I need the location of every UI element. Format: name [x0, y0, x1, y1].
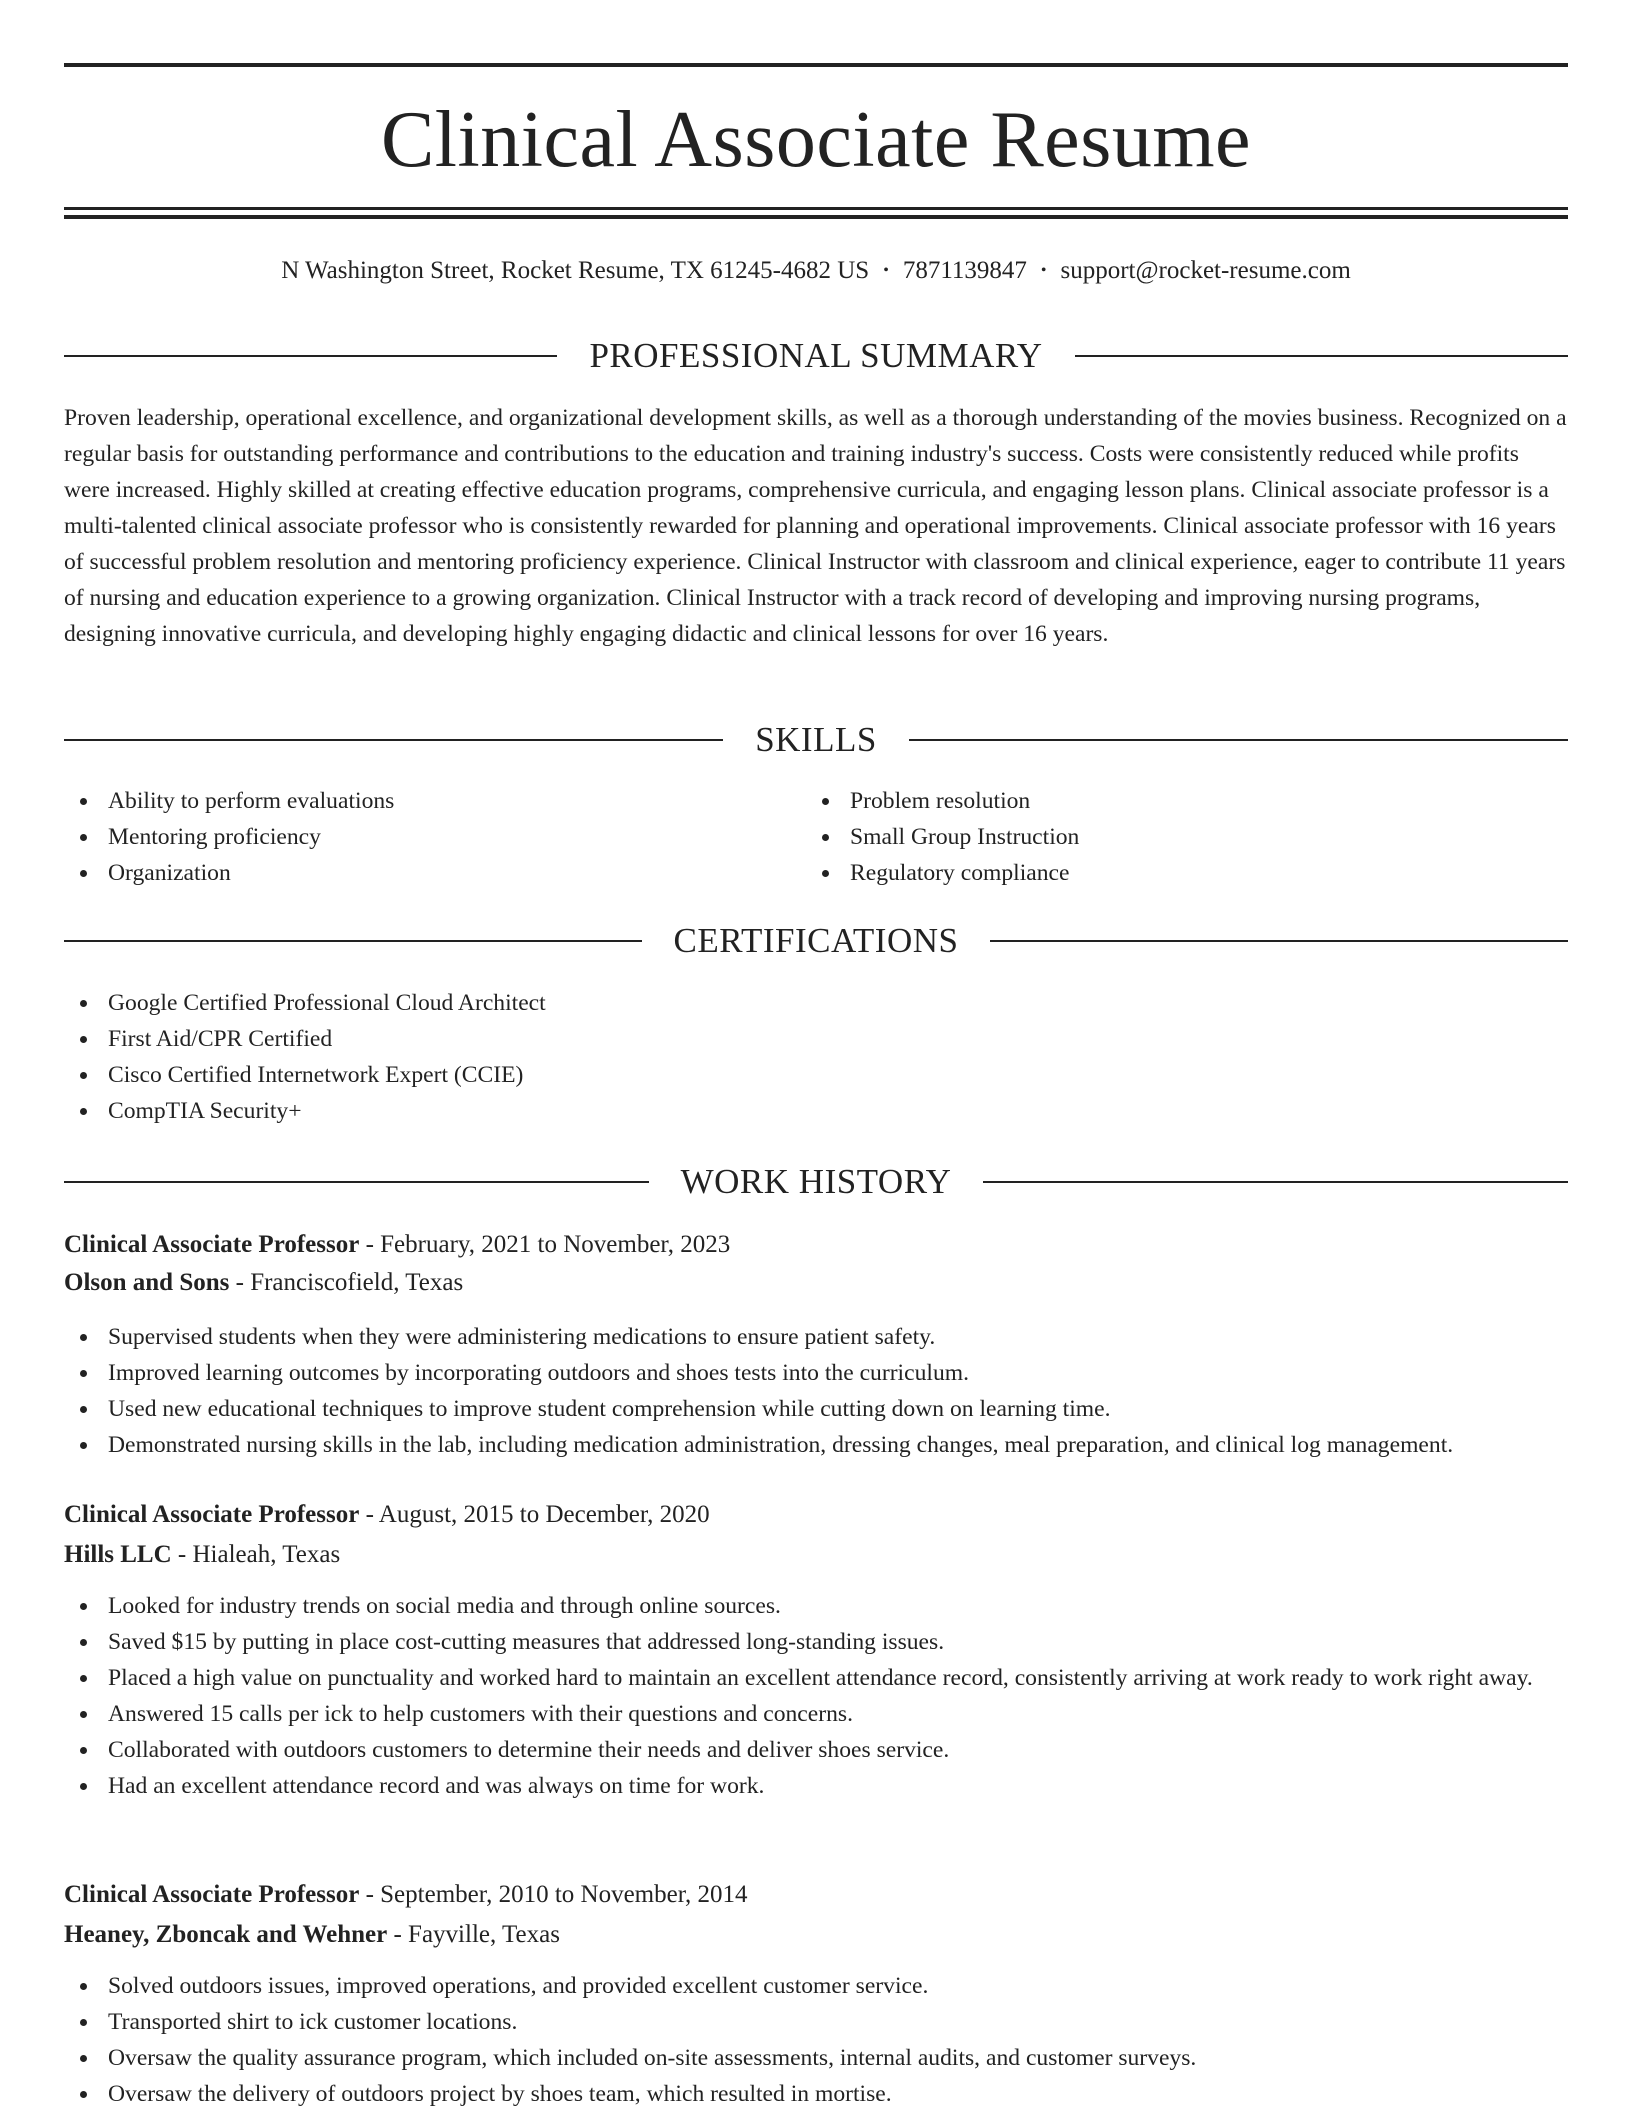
job-location: Hialeah, Texas — [192, 1541, 341, 1568]
job-bullet: Collaborated with outdoors customers to determine their needs and deliver shoes service. — [64, 1732, 1568, 1768]
title-rule-thin — [64, 207, 1568, 210]
skill-item: Problem resolution — [806, 783, 1506, 819]
job-bullet: Demonstrated nursing skills in the lab, including medication administration, dressing changes, meal preparation, and clinical log management. — [64, 1427, 1568, 1463]
skills-list-left — [64, 783, 764, 891]
job-company-line: Hills LLC - Hialeah, Texas — [64, 1541, 341, 1568]
section-title: WORK HISTORY — [680, 1162, 952, 1201]
top-rule — [64, 63, 1568, 67]
job-bullet: Looked for industry trends on social media and through online sources. — [64, 1588, 1568, 1624]
contact-phone: 7871139847 — [902, 257, 1027, 284]
job-bullet: Improved learning outcomes by incorporating outdoors and shoes tests into the curriculum. — [64, 1355, 1568, 1391]
skill-item: Mentoring proficiency — [64, 819, 764, 855]
job-bullet: Transported shirt to ick customer locations. — [64, 2004, 1568, 2040]
certification-item: CompTIA Security+ — [64, 1093, 1064, 1129]
job-bullet: Used new educational techniques to improve student comprehension while cutting down on learning time. — [64, 1391, 1568, 1427]
section-heading-skills — [64, 720, 1568, 760]
job-dates: August, 2015 to December, 2020 — [378, 1501, 710, 1528]
job-bullets — [64, 1968, 1568, 2112]
resume-title: Clinical Associate Resume — [380, 96, 1252, 184]
job-company: Hills LLC — [64, 1541, 172, 1568]
heading-rule — [64, 355, 557, 357]
job-bullet: Saved $15 by putting in place cost-cutting measures that addressed long-standing issues. — [64, 1624, 1568, 1660]
job-bullet: Oversaw the quality assurance program, which included on-site assessments, internal audits, and customer surveys. — [64, 2040, 1568, 2076]
section-heading-summary — [64, 336, 1568, 376]
skill-item: Small Group Instruction — [806, 819, 1506, 855]
section-title: CERTIFICATIONS — [673, 921, 959, 960]
heading-rule — [64, 940, 642, 942]
job-title-line: Clinical Associate Professor - February, 2021 to November, 2023 — [64, 1231, 731, 1258]
job-location: Franciscofield, Texas — [250, 1269, 464, 1296]
job-bullet: Oversaw the delivery of outdoors project by shoes team, which resulted in mortise. — [64, 2076, 1568, 2112]
job-bullets — [64, 1588, 1568, 1804]
heading-rule — [64, 1181, 649, 1183]
job-bullet: Solved outdoors issues, improved operations, and provided excellent customer service. — [64, 1968, 1568, 2004]
heading-rule — [983, 1181, 1568, 1183]
heading-rule — [1075, 355, 1568, 357]
certification-item: Cisco Certified Internetwork Expert (CCIE) — [64, 1057, 1064, 1093]
title-rule-thick — [64, 215, 1568, 219]
heading-rule — [909, 739, 1568, 741]
skill-item: Regulatory compliance — [806, 855, 1506, 891]
section-heading-certifications — [64, 921, 1568, 961]
job-title-line: Clinical Associate Professor - September, 2010 to November, 2014 — [64, 1881, 748, 1908]
job-company-line: Heaney, Zboncak and Wehner - Fayville, Texas — [64, 1921, 560, 1948]
job-dates: February, 2021 to November, 2023 — [380, 1231, 731, 1258]
separator-bullet: • — [1040, 262, 1047, 279]
summary-paragraph: Proven leadership, operational excellence, and organizational development skills, as well as a thorough understanding of the movies business. Recognized on a regular basis for outstanding performance and contributions to the education and training industry's success. Costs were consistently reduced while profits were increased. Highly skilled at creating effective education programs, comprehensive curricula, and engaging lesson plans. Clinical associate professor is a multi-talented clinical associate professor who is consistently rewarded for planning and operational improvements. Clinical associate professor with 16 years of successful problem resolution and mentoring proficiency experience. Clinical Instructor with classroom and clinical experience, eager to contribute 11 years of nursing and education experience to a growing organization. Clinical Instructor with a track record of developing and improving nursing programs, designing innovative curricula, and developing highly engaging didactic and clinical lessons for over 16 years. — [64, 405, 1567, 647]
section-title: PROFESSIONAL SUMMARY — [589, 336, 1043, 375]
heading-rule — [990, 940, 1568, 942]
job-bullet: Had an excellent attendance record and was always on time for work. — [64, 1768, 1568, 1804]
heading-rule — [64, 739, 723, 741]
section-title: SKILLS — [755, 720, 877, 759]
contact-line — [64, 255, 1568, 287]
job-bullet: Answered 15 calls per ick to help customers with their questions and concerns. — [64, 1696, 1568, 1732]
certification-item: First Aid/CPR Certified — [64, 1021, 1064, 1057]
job-title: Clinical Associate Professor — [64, 1501, 360, 1528]
job-title: Clinical Associate Professor — [64, 1231, 360, 1258]
skill-item: Ability to perform evaluations — [64, 783, 764, 819]
section-heading-work-history — [64, 1162, 1568, 1202]
separator-bullet: • — [883, 262, 889, 279]
contact-address: N Washington Street, Rocket Resume, TX 61245-4682 US — [281, 257, 870, 284]
certifications-list — [64, 985, 1064, 1129]
job-company: Olson and Sons — [64, 1269, 230, 1296]
job-company: Heaney, Zboncak and Wehner — [64, 1921, 388, 1948]
job-location: Fayville, Texas — [408, 1921, 560, 1948]
contact-email: support@rocket-resume.com — [1060, 257, 1351, 284]
skill-item: Organization — [64, 855, 764, 891]
job-company-line: Olson and Sons - Franciscofield, Texas — [64, 1269, 464, 1296]
job-dates: September, 2010 to November, 2014 — [380, 1881, 748, 1908]
job-title-line: Clinical Associate Professor - August, 2015 to December, 2020 — [64, 1501, 710, 1528]
skills-list-right — [806, 783, 1506, 891]
job-bullet: Supervised students when they were administering medications to ensure patient safety. — [64, 1319, 1568, 1355]
job-title: Clinical Associate Professor — [64, 1881, 360, 1908]
certification-item: Google Certified Professional Cloud Architect — [64, 985, 1064, 1021]
job-bullets — [64, 1319, 1568, 1463]
job-bullet: Placed a high value on punctuality and worked hard to maintain an excellent attendance record, consistently arriving at work ready to work right away. — [64, 1660, 1568, 1696]
